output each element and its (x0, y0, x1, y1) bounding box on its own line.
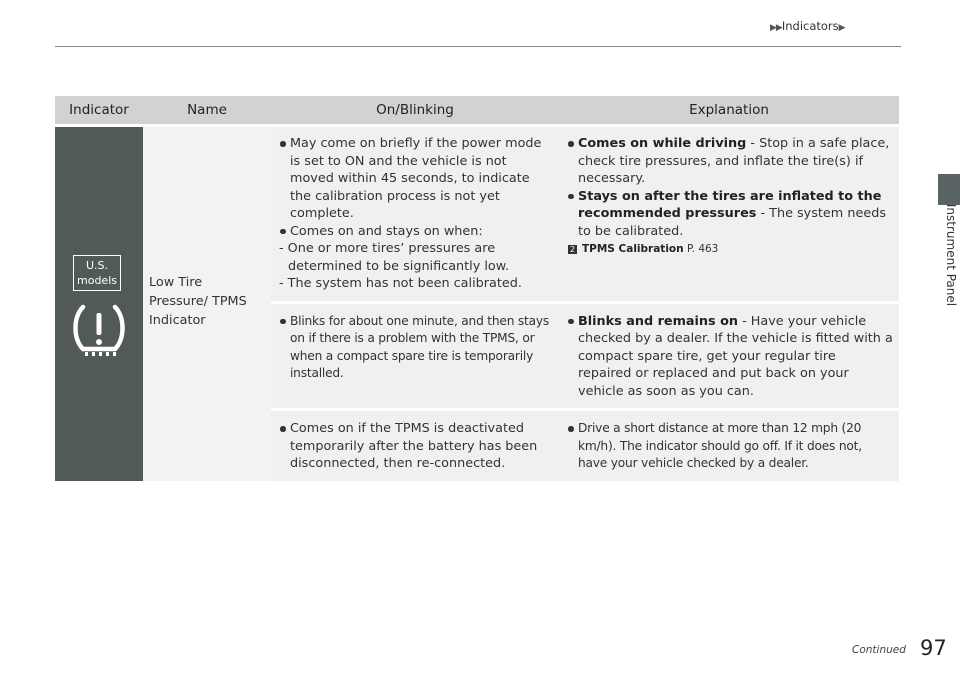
explanation-text: - The system needs to be calibrated. (578, 206, 886, 239)
explanation-cell (559, 411, 899, 481)
continued-label: Continued (852, 644, 906, 656)
breadcrumb-end-arrow-icon: ▶ (838, 23, 845, 33)
list-item: Comes on and stays on when: (279, 223, 553, 241)
list-item: Comes on if the TPMS is deactivated temporarily after the battery has been disconnected, then re-connected. (279, 420, 553, 473)
section-tab-label: Instrument Panel (944, 203, 958, 307)
subitem-text: - The system has not been calibrated. (279, 276, 522, 291)
list-item (567, 313, 893, 401)
reference-arrow-icon: 2 (569, 245, 576, 254)
explanation-bold: Blinks and remains on (578, 313, 739, 329)
badge-line-2: models (77, 274, 117, 287)
header-on-blinking: On/Blinking (271, 96, 559, 124)
header-indicator: Indicator (55, 96, 143, 124)
badge-line-1: U.S. (85, 259, 109, 272)
explanation-text: - Stop in a safe place, check tire pressures, and inflate the tire(s) if necessary. (578, 136, 890, 186)
breadcrumb-label[interactable]: Indicators (781, 19, 839, 33)
us-models-badge (73, 255, 121, 291)
section-tab-marker (938, 174, 960, 205)
cross-reference-link[interactable] (567, 241, 893, 259)
header-name: Name (143, 96, 271, 124)
list-item: May come on briefly if the power mode is set to ON and the vehicle is not moved within 45 seconds, to indicate the calibration process is not yet complete. (279, 135, 553, 223)
table-header-row (55, 96, 899, 124)
list-subitem (279, 275, 553, 293)
breadcrumb-arrows-icon: ▶▶ (770, 23, 782, 33)
header-explanation: Explanation (559, 96, 899, 124)
list-item: Blinks for about one minute, and then stays on if there is a problem with the TPMS, or when a compact spare tire is temporarily installed. (279, 313, 553, 383)
tpms-warning-icon (71, 299, 127, 359)
reference-title: TPMS Calibration (582, 243, 684, 255)
list-subitem (279, 240, 553, 275)
reference-page: P. 463 (683, 243, 719, 255)
explanation-bold: Stays on after the tires are inflated to the recommended pressures (578, 188, 882, 221)
on-blinking-cell (271, 127, 559, 301)
page-number: 97 (920, 636, 947, 660)
on-blinking-cell (271, 411, 559, 481)
breadcrumb (770, 19, 845, 33)
list-item: Drive a short distance at more than 12 mph (20 km/h). The indicator should go off. If it does not, have your vehicle checked by a dealer. (567, 420, 893, 473)
on-blinking-cell (271, 304, 559, 409)
explanation-text: - Have your vehicle checked by a dealer. If the vehicle is fitted with a compact spare tire, get your regular tire repaired or replaced and put back on your vehicle as soon as you can. (578, 313, 893, 399)
explanation-cell (559, 304, 899, 409)
indicator-table (55, 93, 899, 484)
header-rule (55, 46, 901, 47)
indicator-name: Low Tire Pressure/ TPMS Indicator (149, 274, 247, 328)
subitem-text: - One or more tires’ pressures are determined to be significantly low. (279, 241, 510, 274)
explanation-cell (559, 127, 899, 301)
indicator-cell (55, 127, 143, 481)
list-item (567, 135, 893, 188)
explanation-bold: Comes on while driving (578, 136, 747, 151)
table-row (55, 127, 899, 301)
name-cell (143, 127, 271, 481)
list-item (567, 188, 893, 241)
